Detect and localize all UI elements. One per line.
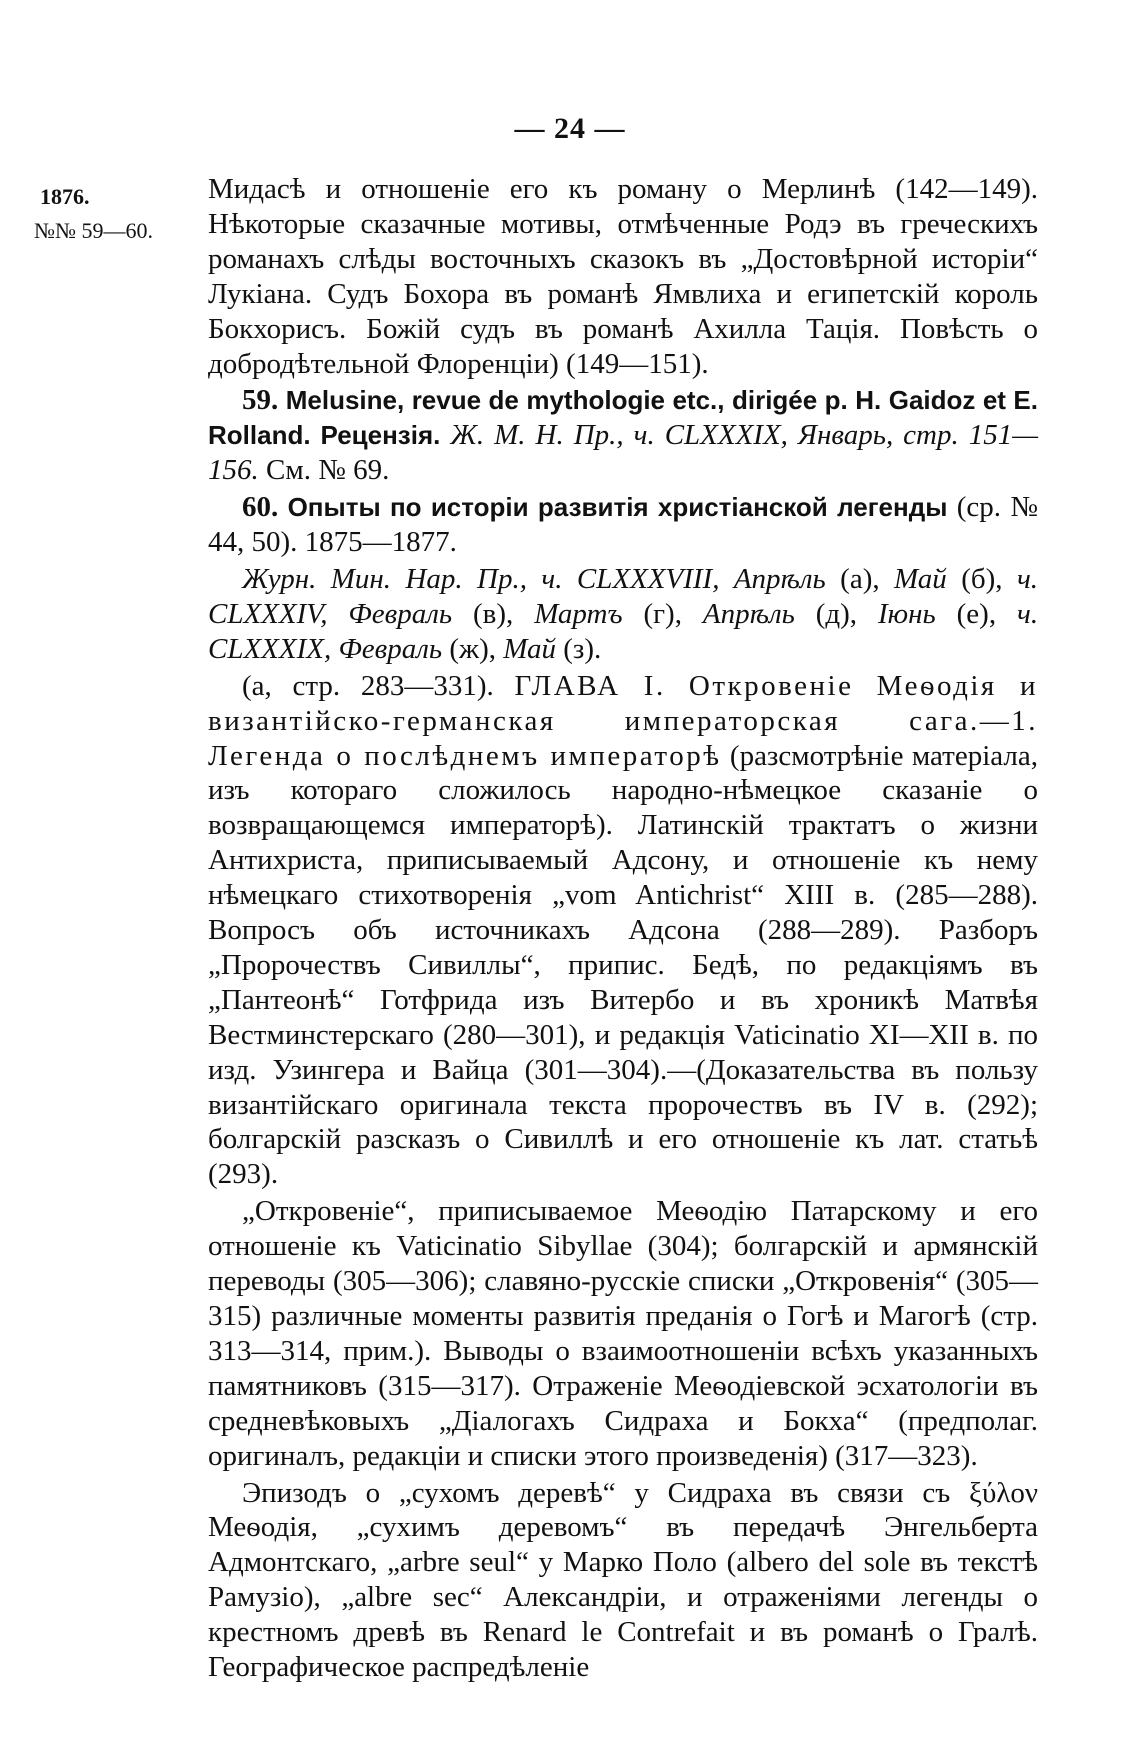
source-8: Май (503, 632, 556, 665)
main-text (208, 172, 1038, 1685)
source-5: Апрѣль (702, 597, 795, 630)
entry-59-number: 59. (242, 384, 279, 417)
source-4: Мартъ (534, 597, 623, 630)
entry-60-sources (208, 562, 1038, 667)
entry-60 (208, 490, 1038, 560)
entry-59-reference: Ж. М. Н. Пр., ч. CLXXXIX, Январь, стр. 151—156. (208, 419, 1039, 487)
entry-60-number: 60. (242, 491, 279, 524)
paragraph-1: Мидасѣ и отношеніе его къ роману о Мерлинѣ (142—149). Нѣкоторые сказачные мотивы, отмѣченные Родэ въ греческихъ романахъ слѣды восточныхъ сказокъ въ „Достовѣрной исторіи“ Лукіана. Судъ Бохора въ романѣ Ямвлиха и египетскій король Бокхорисъ. Божій судъ въ романѣ Ахилла Тація. Повѣсть о добродѣтельной Флоренціи) (149—151). (208, 173, 1038, 380)
source-6: Іюнь (878, 597, 936, 630)
entry-60-title: Опыты по исторіи развитія христіанской легенды (287, 492, 948, 523)
margin-year: 1876. (40, 184, 90, 209)
source-2: Май (894, 562, 947, 595)
chapter-1-summary (208, 669, 1038, 1193)
margin-entry-numbers: №№ 59—60. (34, 218, 153, 243)
source-3: ч. CLXXXIV, Февраль (208, 562, 1039, 630)
source-8-letter: (з). (563, 632, 602, 665)
source-3-letter: (в), (472, 597, 514, 630)
source-5-letter: (д), (815, 597, 858, 630)
chapter-1-title: ГЛАВА I. Откровеніе Меѳодія и византійско-германская императорская сага.—1. Легенда о послѣднемъ императорѣ (208, 669, 1038, 772)
source-1: Журн. Мин. Нар. Пр., ч. CLXXXVIII, Апрѣль (242, 562, 826, 595)
entry-59 (208, 383, 1038, 488)
source-7-letter: (ж), (449, 632, 496, 665)
entry-59-title: Melusine, revue de mythologie etc., dirigée p. H. Gaidoz et E. Rolland. Рецензія. (208, 385, 1039, 451)
page-number: — 24 — (514, 112, 626, 145)
paragraph-revelation: „Откровеніе“, приписываемое Меѳодію Патарскому и его отношеніе къ Vaticinatio Sibyllae (304); болгарскій и армянскій переводы (305—306); славяно-русскіе списки „Откровенія“ (305—315) различные моменты развитія преданія о Гогѣ и Магогѣ (стр. 313—314, прим.). Выводы о взаимоотношеніи всѣхъ указанныхъ памятниковъ (315—317). Отраженіе Меѳодіевской эсхатологіи въ средневѣковыхъ „Діалогахъ Сидраха и Бокха“ (предполаг. оригиналъ, редакціи и списки этого произведенія) (317—323). (208, 1195, 1038, 1472)
source-4-letter: (г), (643, 597, 682, 630)
chapter-1-pages: (а, стр. 283—331). (242, 669, 494, 702)
source-2-letter: (б), (961, 562, 1003, 595)
entry-59-see-also: См. № 69. (266, 454, 390, 487)
paragraph-dry-tree: Эпизодъ о „сухомъ деревѣ“ у Сидраха въ связи съ ξύλον Меѳодія, „сухимъ деревомъ“ въ передачѣ Энгельберта Адмонтскаго, „arbre seul“ у Марко Поло (albero del sole въ текстѣ Рамузіо), „albre sec“ Александріи, и отраженіями легенды о крестномъ древѣ въ Renard le Contrefait и въ романѣ о Гралѣ. Географическое распредѣленіе (208, 1476, 1038, 1684)
chapter-1-body: (разсмотрѣніе матеріала, изъ котораго сложилось народно-нѣмецкое сказаніе о возвращающемся императорѣ). Латинскій трактатъ о жизни Антихриста, приписываемый Адсону, и отношеніе къ нему нѣмецкаго стихотворенія „vom Antichrist“ XIII в. (285—288). Вопросъ объ источникахъ Адсона (288—289). Разборъ „Пророчествъ Сивиллы“, припис. Бедѣ, по редакціямъ въ „Пантеонѣ“ Готфрида изъ Витербо и въ хроникѣ Матвѣя Вестминстерскаго (280—301), и редакція Vaticinatio XI—XII в. по изд. Узингера и Вайца (301—304).—(Доказательства въ пользу византійскаго оригинала текста пророчествъ въ IV в. (292); болгарскій разсказъ о Сивиллѣ и его отношеніе къ лат. статьѣ (293). (208, 739, 1038, 1191)
source-6-letter: (е), (956, 597, 997, 630)
source-1-letter: (а), (840, 562, 880, 595)
entry-60-tail: (ср. № 44, 50). 1875—1877. (208, 491, 1039, 559)
source-7: ч. CLXXXIX, Февраль (208, 597, 1039, 665)
